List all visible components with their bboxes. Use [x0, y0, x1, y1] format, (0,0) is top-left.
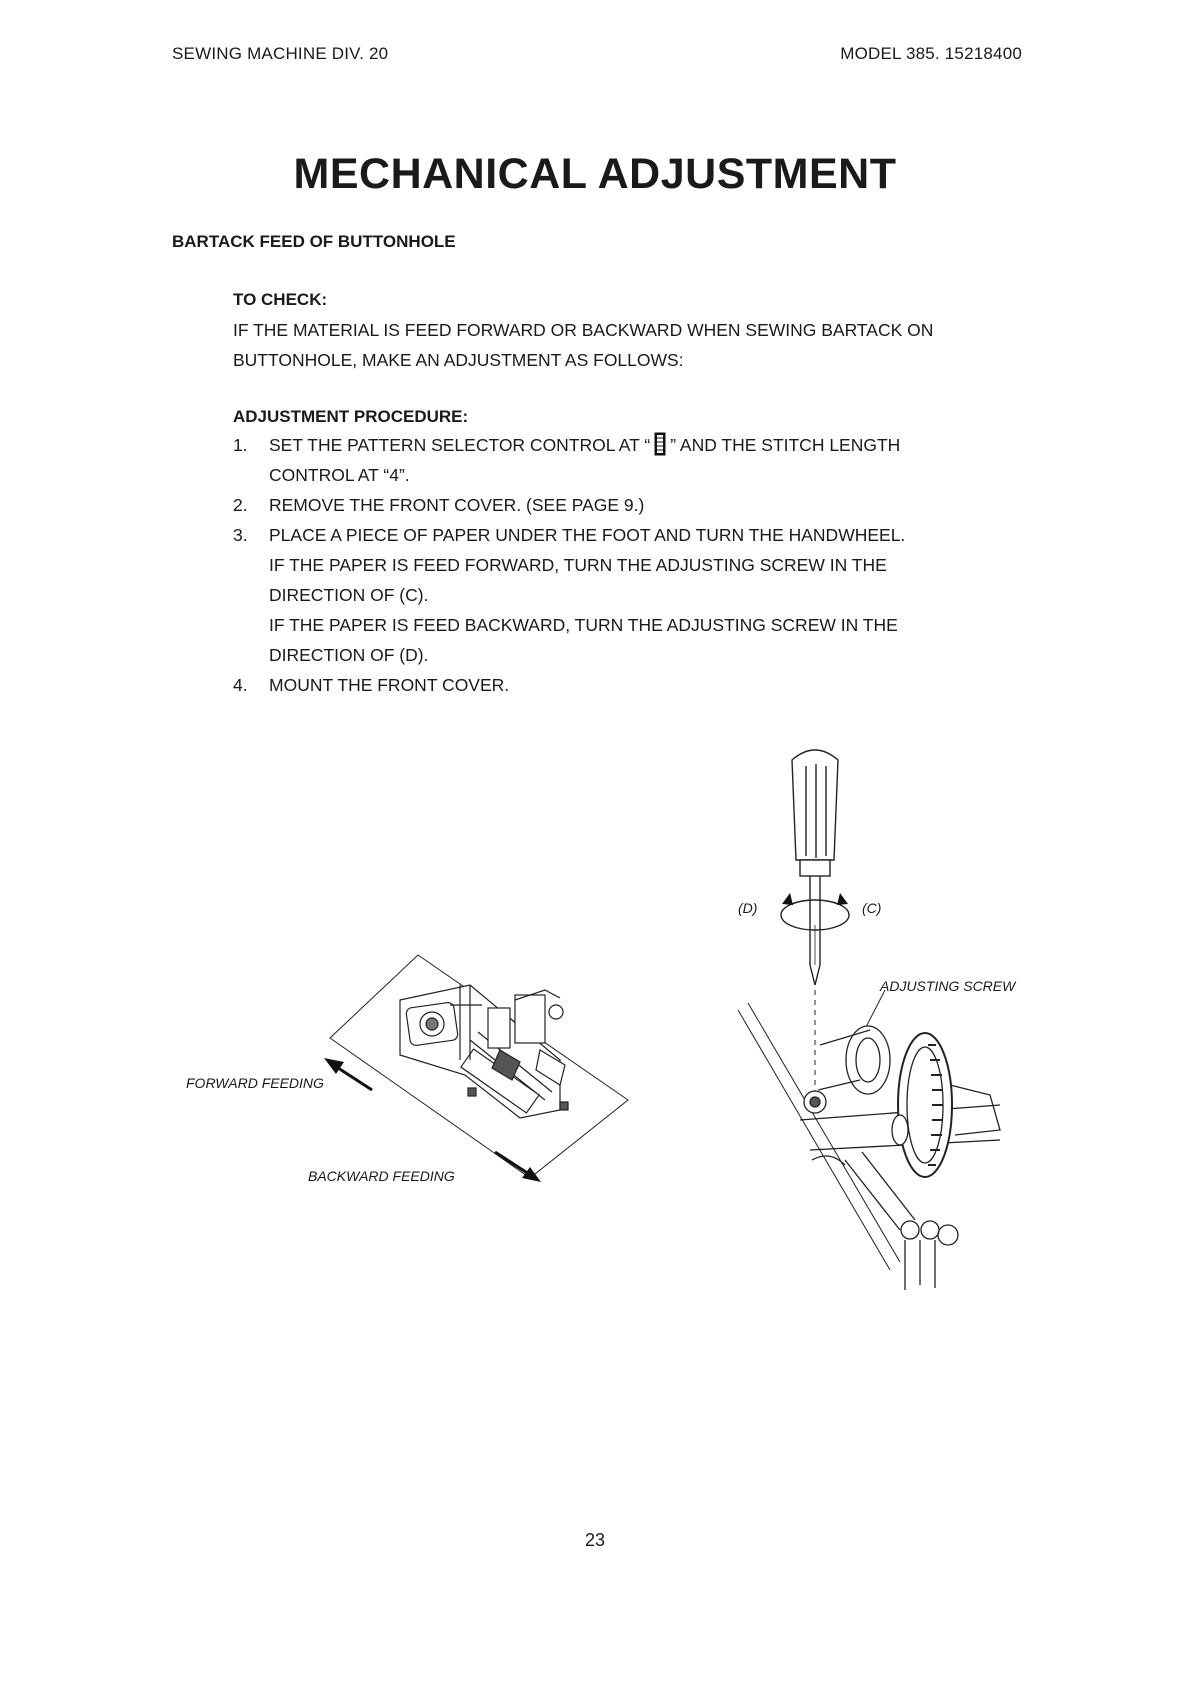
step-number: 1. [233, 435, 248, 455]
step-text: DIRECTION OF (D). [269, 645, 429, 665]
step-number: 4. [233, 675, 248, 695]
page-title: MECHANICAL ADJUSTMENT [293, 150, 897, 198]
forward-feeding-label: FORWARD FEEDING [186, 1075, 324, 1091]
header-right: MODEL 385. 15218400 [840, 44, 1022, 63]
bartack-pattern-icon [654, 432, 666, 456]
forward-arrow-icon [324, 1058, 372, 1090]
to-check-line: IF THE MATERIAL IS FEED FORWARD OR BACKWARD WHEN SEWING BARTACK ON [233, 320, 934, 340]
screwdriver-illustration [781, 750, 885, 1102]
adjusting-screw-label: ADJUSTING SCREW [880, 978, 1016, 994]
header-left: SEWING MACHINE DIV. 20 [172, 44, 389, 63]
backward-feeding-label: BACKWARD FEEDING [308, 1168, 455, 1184]
section-title: BARTACK FEED OF BUTTONHOLE [172, 232, 456, 251]
step-text: IF THE PAPER IS FEED FORWARD, TURN THE ADJUSTING SCREW IN THE [269, 555, 887, 575]
step-number: 3. [233, 525, 248, 545]
procedure-heading: ADJUSTMENT PROCEDURE: [233, 407, 469, 426]
to-check-heading: TO CHECK: [233, 290, 328, 309]
step-text: DIRECTION OF (C). [269, 585, 429, 605]
step-text: MOUNT THE FRONT COVER. [269, 675, 510, 695]
step-2 [233, 490, 1073, 520]
step-text: REMOVE THE FRONT COVER. (SEE PAGE 9.) [269, 495, 645, 515]
direction-c-label: (C) [862, 900, 882, 916]
to-check-line: BUTTONHOLE, MAKE AN ADJUSTMENT AS FOLLOWS: [233, 350, 684, 370]
step-text: CONTROL AT “4”. [269, 465, 410, 485]
to-check-text [233, 315, 1053, 375]
step-text: IF THE PAPER IS FEED BACKWARD, TURN THE ADJUSTING SCREW IN THE [269, 615, 898, 635]
step-1 [233, 430, 1073, 490]
page-number: 23 [584, 1530, 606, 1550]
feed-mechanism-illustration [738, 1003, 1000, 1290]
step-4 [233, 670, 1073, 700]
backward-arrow-icon [495, 1152, 541, 1182]
direction-d-label: (D) [738, 900, 758, 916]
step-text: PLACE A PIECE OF PAPER UNDER THE FOOT AND TURN THE HANDWHEEL. [269, 525, 906, 545]
procedure-steps [233, 430, 1073, 700]
step-3 [233, 520, 1073, 670]
step-text: ” AND THE STITCH LENGTH [670, 435, 901, 455]
presser-foot-illustration [330, 955, 628, 1178]
step-number: 2. [233, 495, 248, 515]
step-text: SET THE PATTERN SELECTOR CONTROL AT “ [269, 435, 651, 455]
